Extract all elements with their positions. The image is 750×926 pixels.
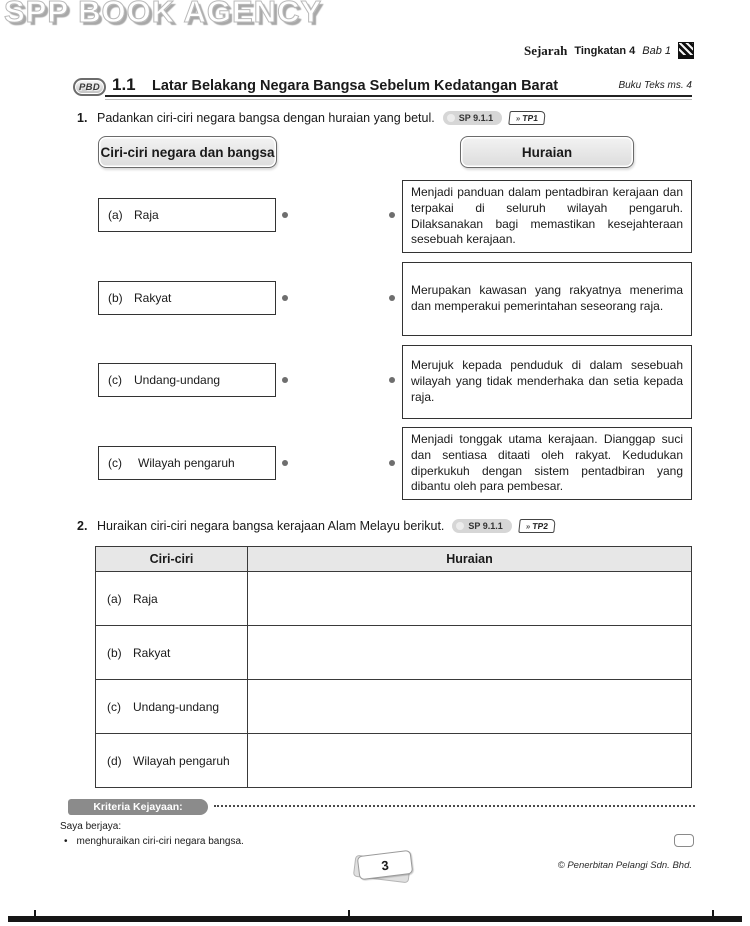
table-row	[96, 734, 692, 788]
page-meta	[524, 42, 694, 59]
table-row	[96, 680, 692, 734]
table-header-row	[96, 547, 692, 572]
row-label: (d)	[107, 753, 122, 768]
sp-dot-icon	[456, 522, 464, 530]
page-number: 3	[357, 850, 414, 880]
match-point-right[interactable]	[389, 212, 395, 218]
item-text: Raja	[134, 208, 159, 222]
bullet-icon: •	[64, 836, 68, 847]
huraian-answer-cell[interactable]	[248, 572, 692, 626]
section-title: Latar Belakang Negara Bangsa Sebelum Kedatangan Barat	[152, 78, 559, 94]
question-1	[77, 111, 545, 125]
striped-square-icon	[678, 42, 694, 59]
sp-dot-icon	[447, 114, 455, 122]
q2-answer-table	[95, 546, 692, 788]
table-header-ciri: Ciri-ciri	[96, 547, 248, 572]
chapter-label: Bab 1	[642, 44, 671, 57]
match-point-left[interactable]	[282, 295, 288, 301]
page-number-tab	[352, 852, 416, 882]
dotted-divider	[214, 805, 695, 807]
match-point-right[interactable]	[389, 460, 395, 466]
match-point-left[interactable]	[282, 212, 288, 218]
tp-badge-q2-label: TP2	[531, 521, 549, 531]
row-text: Rakyat	[133, 645, 171, 660]
row-label-cell	[96, 572, 248, 626]
item-label: (c)	[108, 456, 122, 470]
match-point-left[interactable]	[282, 377, 288, 383]
row-text: Undang-undang	[133, 699, 220, 714]
match-item-raja	[98, 198, 276, 232]
item-label: (a)	[108, 208, 123, 222]
match-point-right[interactable]	[389, 377, 395, 383]
tp-badge-q1-label: TP1	[522, 113, 539, 123]
match-item-rakyat	[98, 281, 276, 315]
row-text: Wilayah pengaruh	[133, 753, 230, 768]
question-1-number: 1.	[77, 111, 88, 125]
textbook-reference: Buku Teks ms. 4	[618, 80, 692, 91]
table-header-huraian: Huraian	[248, 547, 692, 572]
item-label: (b)	[108, 291, 123, 305]
match-right-header: Huraian	[460, 136, 634, 168]
item-text: Rakyat	[134, 291, 172, 305]
vendor-watermark: SPP BOOK AGENCY	[4, 0, 323, 29]
row-label-cell	[96, 626, 248, 680]
sp-badge-q1	[443, 111, 502, 125]
question-2-text: Huraikan ciri-ciri negara bangsa kerajaan Alam Melayu berikut.	[97, 519, 445, 533]
tp-badge-q2	[518, 519, 556, 533]
row-label: (c)	[107, 699, 121, 714]
item-text: Wilayah pengaruh	[138, 456, 235, 470]
copyright-text: © Penerbitan Pelangi Sdn. Bhd.	[557, 860, 692, 871]
huraian-answer-cell[interactable]	[248, 626, 692, 680]
row-label-cell	[96, 680, 248, 734]
criteria-kejayaan-badge: Kriteria Kejayaan:	[68, 799, 208, 815]
table-row	[96, 626, 692, 680]
item-label: (c)	[108, 373, 122, 387]
question-2	[77, 519, 555, 533]
success-item	[64, 836, 244, 847]
row-text: Raja	[133, 591, 158, 606]
row-label: (b)	[107, 645, 122, 660]
huraian-answer-cell[interactable]	[248, 680, 692, 734]
sp-badge-q2	[452, 519, 511, 533]
section-rule	[105, 95, 692, 97]
item-text: Undang-undang	[134, 373, 221, 387]
description-box-3: Merujuk kepada penduduk di dalam sesebuah wilayah yang tidak menderhaka dan setia kepada raja.	[402, 345, 692, 419]
description-box-2: Merupakan kawasan yang rakyatnya menerima dan memperakui pemerintahan seseorang raja.	[402, 262, 692, 336]
chevrons-icon: »	[515, 113, 522, 123]
row-label: (a)	[107, 591, 122, 606]
match-left-header: Ciri-ciri negara dan bangsa	[98, 136, 277, 168]
question-1-text: Padankan ciri-ciri negara bangsa dengan huraian yang betul.	[97, 111, 435, 125]
table-row	[96, 572, 692, 626]
chevrons-icon: »	[525, 521, 531, 531]
sp-badge-q1-label: SP 9.1.1	[458, 113, 494, 123]
tp-badge-q1	[508, 111, 546, 125]
success-item-text: menghuraikan ciri-ciri negara bangsa.	[76, 836, 244, 847]
huraian-answer-cell[interactable]	[248, 734, 692, 788]
match-item-wilayah	[98, 446, 276, 480]
description-box-1: Menjadi panduan dalam pentadbiran kerajaan dan terpakai di seluruh wilayah pengaruh. Dilaksanakan bagi memastikan kesejahteraan sesebuah kerajaan.	[402, 180, 692, 253]
success-label: Saya berjaya:	[60, 821, 122, 832]
section-number: 1.1	[112, 75, 136, 94]
level-label: Tingkatan 4	[574, 44, 636, 57]
row-label-cell	[96, 734, 248, 788]
section-rule-shadow	[105, 99, 692, 100]
sp-badge-q2-label: SP 9.1.1	[468, 521, 503, 531]
subject-label: Sejarah	[523, 42, 568, 58]
pbd-badge: PBD	[73, 78, 106, 96]
question-2-number: 2.	[77, 519, 88, 533]
success-checkbox[interactable]	[674, 834, 694, 847]
description-box-4: Menjadi tonggak utama kerajaan. Dianggap suci dan sentiasa ditaati oleh rakyat. Kedudukan diperkukuh dengan sistem pentadbiran yang dibantu oleh para pembesar.	[402, 427, 692, 500]
match-item-undang	[98, 363, 276, 397]
match-point-left[interactable]	[282, 460, 288, 466]
scan-edge-bar	[8, 916, 742, 922]
match-point-right[interactable]	[389, 295, 395, 301]
